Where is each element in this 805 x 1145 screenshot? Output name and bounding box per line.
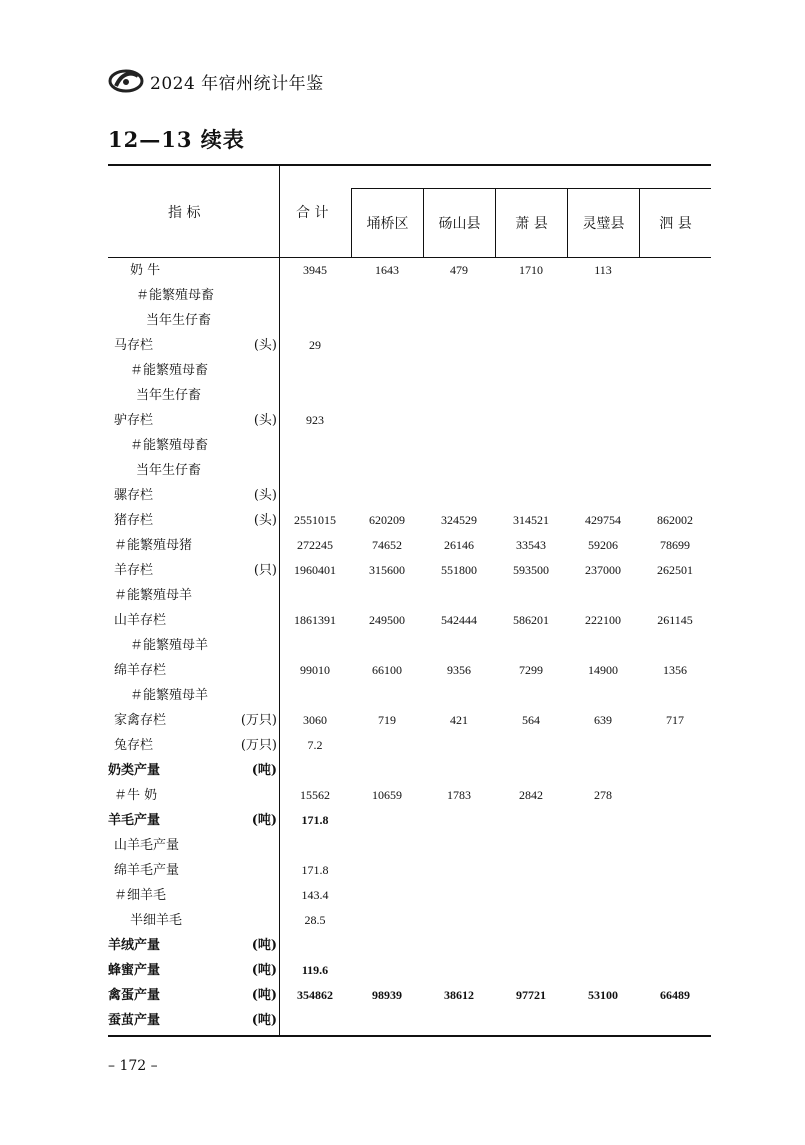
table-row bbox=[108, 783, 711, 808]
table-row bbox=[108, 633, 711, 658]
table-cell: 1861391 bbox=[294, 613, 336, 627]
row-label: ＃能繁殖母猪 bbox=[114, 538, 193, 553]
table-row bbox=[108, 433, 711, 458]
table-row bbox=[108, 1008, 711, 1033]
table-cell: 639 bbox=[594, 713, 612, 727]
table-cell: 314521 bbox=[513, 513, 549, 527]
row-label: ＃能繁殖母畜 bbox=[136, 288, 215, 303]
table-cell: 564 bbox=[522, 713, 540, 727]
row-label: 半细羊毛 bbox=[130, 913, 183, 928]
row-label: ＃能繁殖母羊 bbox=[130, 638, 209, 653]
table-cell: 113 bbox=[594, 263, 612, 277]
row-label: 兔存栏 bbox=[114, 738, 154, 753]
table-cell: 278 bbox=[594, 788, 612, 802]
row-label: 驴存栏 bbox=[114, 413, 154, 428]
row-unit: (头) bbox=[253, 488, 277, 503]
row-unit: (万只) bbox=[240, 713, 277, 728]
table-cell: 10659 bbox=[372, 788, 402, 802]
table-row bbox=[108, 258, 711, 283]
table-row bbox=[108, 658, 711, 683]
table-row bbox=[108, 508, 711, 533]
table-cell: 2842 bbox=[519, 788, 543, 802]
table-cell: 421 bbox=[450, 713, 468, 727]
table-cell: 99010 bbox=[300, 663, 330, 677]
table-cell: 59206 bbox=[588, 538, 618, 552]
row-label: 猪存栏 bbox=[114, 513, 154, 528]
table-cell: 33543 bbox=[516, 538, 546, 552]
table-row bbox=[108, 383, 711, 408]
top-rule bbox=[108, 164, 711, 166]
table-cell: 262501 bbox=[657, 563, 693, 577]
row-label: 山羊毛产量 bbox=[114, 838, 180, 853]
table-cell: 249500 bbox=[369, 613, 405, 627]
table-cell: 29 bbox=[309, 338, 321, 352]
row-label: 蚕茧产量 bbox=[108, 1013, 161, 1028]
table-cell: 586201 bbox=[513, 613, 549, 627]
table-row bbox=[108, 583, 711, 608]
table-cell: 923 bbox=[306, 413, 324, 427]
table-cell: 1960401 bbox=[294, 563, 336, 577]
row-unit: (吨) bbox=[251, 1013, 277, 1028]
table-cell: 26146 bbox=[444, 538, 474, 552]
row-unit: (头) bbox=[253, 413, 277, 428]
table-row bbox=[108, 858, 711, 883]
row-label: 家禽存栏 bbox=[114, 713, 167, 728]
table-cell: 717 bbox=[666, 713, 684, 727]
row-label: ＃能繁殖母羊 bbox=[130, 688, 209, 703]
table-row bbox=[108, 483, 711, 508]
table-cell: 479 bbox=[450, 263, 468, 277]
table-row bbox=[108, 933, 711, 958]
column-header-total: 合 计 bbox=[296, 205, 329, 221]
row-unit: (头) bbox=[253, 338, 277, 353]
table-row bbox=[108, 808, 711, 833]
row-label: 羊毛产量 bbox=[108, 813, 161, 828]
table-cell: 862002 bbox=[657, 513, 693, 527]
row-label: 山羊存栏 bbox=[114, 613, 167, 628]
table-cell: 551800 bbox=[441, 563, 477, 577]
table-row bbox=[108, 458, 711, 483]
table-cell: 14900 bbox=[588, 663, 618, 677]
table-row bbox=[108, 733, 711, 758]
table-cell: 97721 bbox=[516, 988, 546, 1002]
table-cell: 53100 bbox=[588, 988, 618, 1002]
row-unit: (只) bbox=[253, 563, 277, 578]
table-cell: 74652 bbox=[372, 538, 402, 552]
column-header-sixian: 泗 县 bbox=[639, 188, 711, 257]
table-row bbox=[108, 308, 711, 333]
table-row bbox=[108, 608, 711, 633]
row-label: 绵羊存栏 bbox=[114, 663, 167, 678]
table-cell: 38612 bbox=[444, 988, 474, 1002]
row-label: 禽蛋产量 bbox=[108, 988, 161, 1003]
table-cell: 28.5 bbox=[304, 913, 326, 927]
row-unit: (吨) bbox=[251, 938, 277, 953]
table-row bbox=[108, 958, 711, 983]
row-unit: (万只) bbox=[240, 738, 277, 753]
table-row bbox=[108, 333, 711, 358]
table-row bbox=[108, 983, 711, 1008]
row-label: ＃牛 奶 bbox=[114, 788, 158, 803]
table-cell: 222100 bbox=[585, 613, 621, 627]
table-cell: 237000 bbox=[585, 563, 621, 577]
table-cell: 171.8 bbox=[301, 863, 329, 877]
table-cell: 1710 bbox=[519, 263, 543, 277]
row-unit: (头) bbox=[253, 513, 277, 528]
table-cell: 593500 bbox=[513, 563, 549, 577]
table-cell: 66489 bbox=[660, 988, 690, 1002]
row-label: 奶类产量 bbox=[108, 763, 161, 778]
table-cell: 2551015 bbox=[294, 513, 336, 527]
row-unit: (吨) bbox=[251, 763, 277, 778]
table-cell: 9356 bbox=[447, 663, 471, 677]
table-cell: 15562 bbox=[300, 788, 330, 802]
yearbook-logo-icon bbox=[108, 68, 144, 94]
table-row bbox=[108, 558, 711, 583]
row-label: ＃能繁殖母羊 bbox=[114, 588, 193, 603]
indicator-header: 指 标 bbox=[168, 205, 201, 221]
row-unit: (吨) bbox=[251, 988, 277, 1003]
page-number: – 172 – bbox=[108, 1058, 158, 1074]
column-header-dangshan: 砀山县 bbox=[423, 188, 495, 257]
table-cell: 315600 bbox=[369, 563, 405, 577]
table-cell: 1356 bbox=[663, 663, 687, 677]
row-label: 羊存栏 bbox=[114, 563, 154, 578]
row-label: ＃细羊毛 bbox=[114, 888, 167, 903]
row-label: 当年生仔畜 bbox=[136, 388, 202, 403]
row-label: 蜂蜜产量 bbox=[108, 963, 161, 978]
table-cell: 620209 bbox=[369, 513, 405, 527]
table-cell: 7299 bbox=[519, 663, 543, 677]
table-cell: 143.4 bbox=[301, 888, 329, 902]
table-cell: 429754 bbox=[585, 513, 621, 527]
table-cell: 171.8 bbox=[301, 813, 329, 827]
row-label: 骡存栏 bbox=[114, 488, 154, 503]
table-cell: 261145 bbox=[657, 613, 693, 627]
bottom-rule bbox=[108, 1035, 711, 1037]
table-title: 12—13 续表 bbox=[108, 127, 245, 152]
table-cell: 119.6 bbox=[301, 963, 329, 977]
table-row bbox=[108, 533, 711, 558]
table-cell: 542444 bbox=[441, 613, 477, 627]
row-label: 当年生仔畜 bbox=[146, 313, 212, 328]
row-label: ＃能繁殖母畜 bbox=[130, 438, 209, 453]
row-label: ＃能繁殖母畜 bbox=[130, 363, 209, 378]
table-cell: 3060 bbox=[303, 713, 327, 727]
column-header-xiaoxian: 萧 县 bbox=[495, 188, 567, 257]
table-row bbox=[108, 833, 711, 858]
table-row bbox=[108, 283, 711, 308]
table-row bbox=[108, 758, 711, 783]
table-cell: 7.2 bbox=[307, 738, 323, 752]
row-label: 羊绒产量 bbox=[108, 938, 161, 953]
table-cell: 1643 bbox=[375, 263, 399, 277]
table-cell: 719 bbox=[378, 713, 396, 727]
table-cell: 3945 bbox=[303, 263, 327, 277]
row-label: 奶 牛 bbox=[130, 263, 161, 278]
table-row bbox=[108, 683, 711, 708]
row-unit: (吨) bbox=[251, 963, 277, 978]
table-row bbox=[108, 708, 711, 733]
running-header bbox=[108, 66, 324, 96]
table-cell: 98939 bbox=[372, 988, 402, 1002]
table-cell: 272245 bbox=[297, 538, 333, 552]
table-row bbox=[108, 883, 711, 908]
row-label: 当年生仔畜 bbox=[136, 463, 202, 478]
row-label: 马存栏 bbox=[114, 338, 154, 353]
statistics-table bbox=[108, 164, 711, 1037]
table-row bbox=[108, 408, 711, 433]
table-row bbox=[108, 358, 711, 383]
table-row bbox=[108, 908, 711, 933]
row-label: 绵羊毛产量 bbox=[114, 863, 180, 878]
table-cell: 354862 bbox=[297, 988, 333, 1002]
table-cell: 78699 bbox=[660, 538, 690, 552]
table-cell: 66100 bbox=[372, 663, 402, 677]
header-title: 2024 年宿州统计年鉴 bbox=[150, 73, 324, 94]
table-cell: 324529 bbox=[441, 513, 477, 527]
column-header-yongqiao: 埇桥区 bbox=[351, 188, 423, 257]
row-unit: (吨) bbox=[251, 813, 277, 828]
column-header-lingbi: 灵璧县 bbox=[567, 188, 639, 257]
table-cell: 1783 bbox=[447, 788, 471, 802]
